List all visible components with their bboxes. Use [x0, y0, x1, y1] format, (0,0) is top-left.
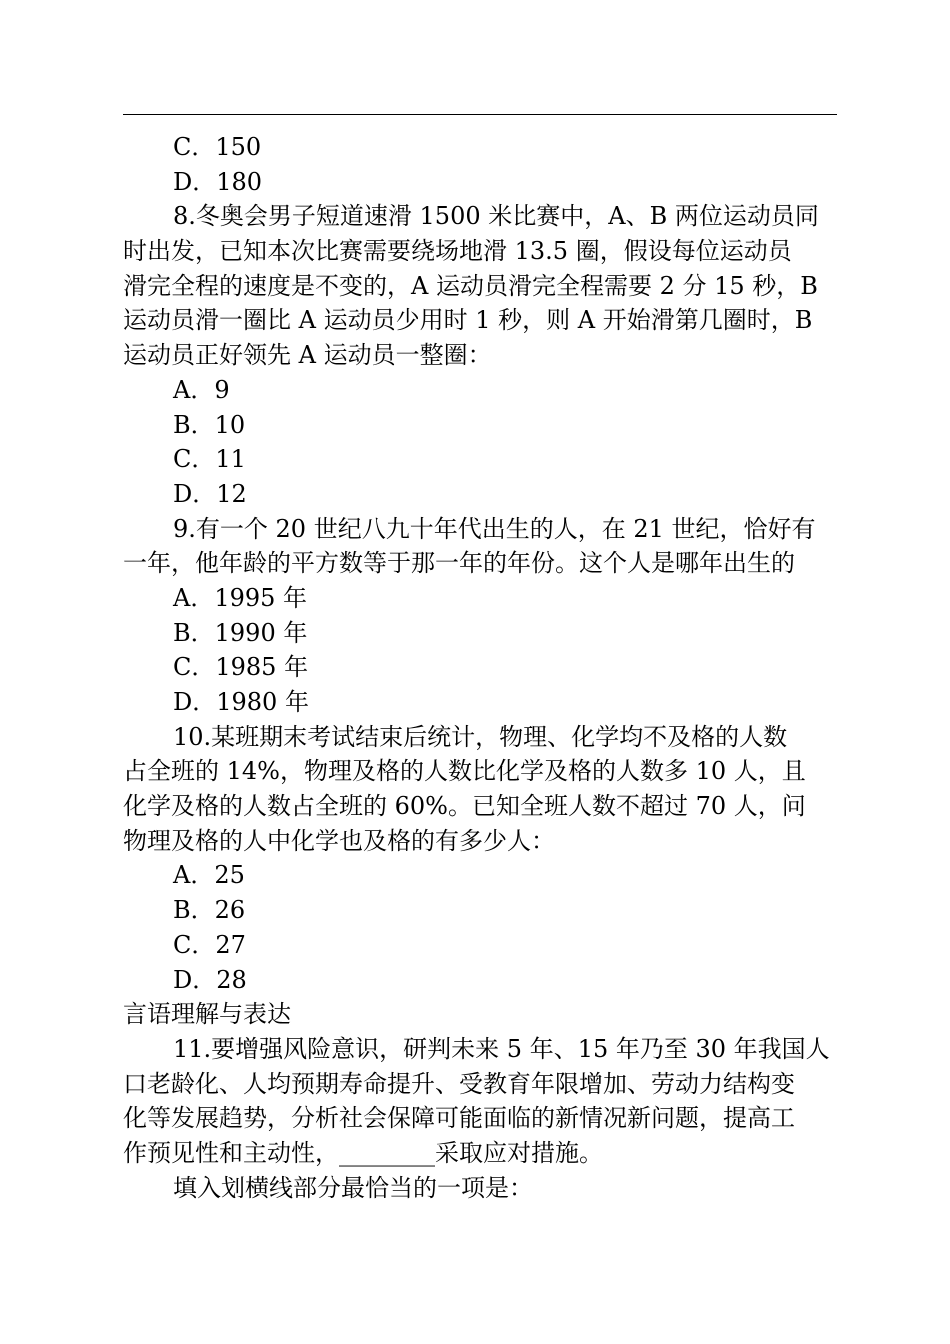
q10-line-1: 10.某班期末考试结束后统计，物理、化学均不及格的人数 [173, 722, 788, 751]
q8-option-c: C．11 [173, 445, 246, 474]
header-rule [123, 114, 837, 115]
q9-option-c: C．1985 年 [173, 653, 309, 682]
q8-line-2: 时出发，已知本次比赛需要绕场地滑 13.5 圈，假设每位运动员 [123, 237, 792, 266]
q8-line-5: 运动员正好领先 A 运动员一整圈： [123, 341, 492, 370]
q8-line-3: 滑完全程的速度是不变的，A 运动员滑完全程需要 2 分 15 秒，B [123, 271, 818, 300]
q9-option-b: B．1990 年 [173, 618, 308, 647]
q8-line-4: 运动员滑一圈比 A 运动员少用时 1 秒，则 A 开始滑第几圈时，B [123, 306, 813, 335]
question-11 [123, 1032, 837, 1205]
q10-option-a: A．25 [173, 861, 245, 890]
question-8 [123, 199, 837, 511]
q10-option-d: D．28 [173, 965, 247, 994]
q10-option-c: C．27 [173, 930, 246, 959]
q8-option-d: D．12 [173, 479, 247, 508]
q11-line-3: 化等发展趋势，分析社会保障可能面临的新情况新问题，提高工 [123, 1104, 795, 1133]
q8-option-a: A．9 [173, 375, 230, 404]
q9-line-1: 9.有一个 20 世纪八九十年代出生的人，在 21 世纪，恰好有 [173, 514, 816, 543]
q7-option-d: D．180 [173, 167, 263, 196]
q10-line-2: 占全班的 14%，物理及格的人数比化学及格的人数多 10 人，且 [123, 757, 806, 786]
q8-option-b: B．10 [173, 410, 246, 439]
q9-option-d: D．1980 年 [173, 688, 309, 716]
q10-line-3: 化学及格的人数占全班的 60%。已知全班人数不超过 70 人，问 [123, 792, 806, 821]
document-body [123, 130, 837, 1205]
question-10 [123, 720, 837, 998]
q9-line-2: 一年，他年龄的平方数等于那一年的年份。这个人是哪年出生的 [123, 549, 795, 578]
q7-option-c: C．150 [173, 133, 262, 161]
q11-prompt: 填入划横线部分最恰当的一项是： [173, 1173, 533, 1202]
q10-option-b: B．26 [173, 896, 246, 925]
q11-line-4: 作预见性和主动性，________采取应对措施。 [123, 1138, 603, 1167]
q9-option-a: A．1995 年 [173, 583, 308, 612]
section-title: 言语理解与表达 [123, 1000, 291, 1029]
question-9 [123, 512, 837, 720]
q11-line-1: 11.要增强风险意识，研判未来 5 年、15 年乃至 30 年我国人 [173, 1034, 830, 1063]
q8-line-1: 8.冬奥会男子短道速滑 1500 米比赛中，A、B 两位运动员同 [173, 202, 819, 231]
q10-line-4: 物理及格的人中化学也及格的有多少人： [123, 826, 555, 855]
q11-line-2: 口老龄化、人均预期寿命提升、受教育年限增加、劳动力结构变 [123, 1069, 795, 1098]
